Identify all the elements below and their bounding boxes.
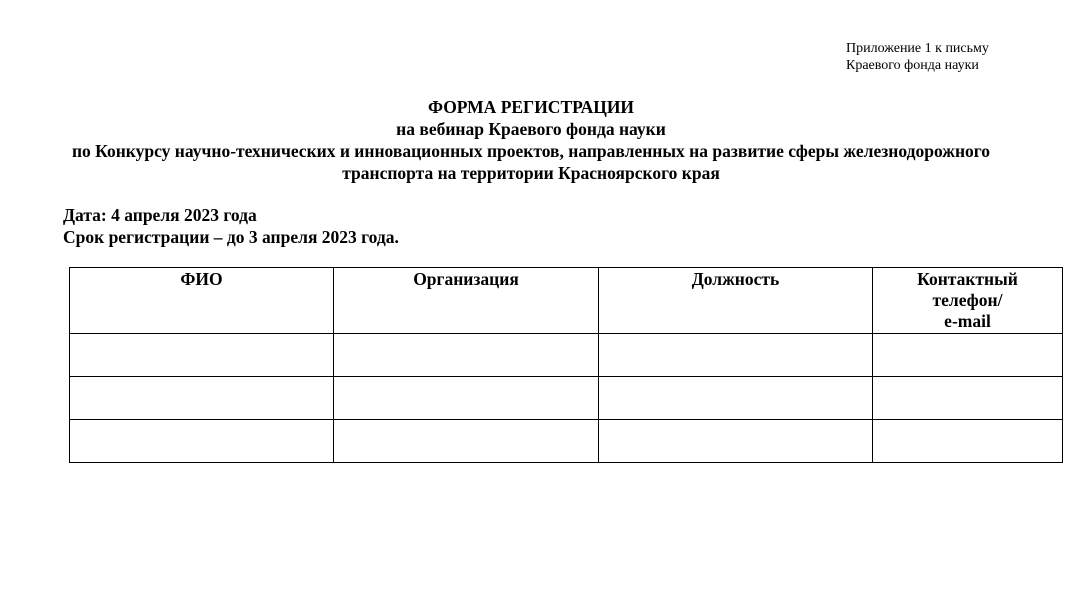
- header-fio: ФИО: [70, 268, 334, 334]
- cell-contact: [873, 334, 1063, 377]
- cell-fio: [70, 334, 334, 377]
- header-contact-line-2: телефон/: [932, 290, 1003, 310]
- appendix-line-1: Приложение 1 к письму: [846, 41, 989, 56]
- form-heading: ФОРМА РЕГИСТРАЦИИ: [427, 97, 635, 117]
- table-row: [70, 377, 1063, 420]
- event-date: Дата: 4 апреля 2023 года: [63, 205, 257, 225]
- cell-organization: [334, 334, 599, 377]
- cell-position: [599, 334, 873, 377]
- form-title-block: [0, 96, 1062, 184]
- header-contact: [873, 268, 1063, 334]
- appendix-line-2: Краевого фонда науки: [846, 58, 979, 73]
- cell-position: [599, 420, 873, 463]
- table-row: [70, 334, 1063, 377]
- header-contact-line-3: e-mail: [944, 311, 991, 331]
- cell-fio: [70, 377, 334, 420]
- form-subtitle-region: транспорта на территории Красноярского края: [342, 163, 720, 183]
- cell-contact: [873, 377, 1063, 420]
- cell-fio: [70, 420, 334, 463]
- registration-deadline: Срок регистрации – до 3 апреля 2023 года.: [63, 227, 399, 247]
- header-position: Должность: [599, 268, 873, 334]
- header-organization: Организация: [334, 268, 599, 334]
- form-subtitle-contest: по Конкурсу научно-технических и инновационных проектов, направленных на развитие сферы железнодорожного: [71, 141, 991, 161]
- appendix-note: [846, 40, 989, 74]
- cell-position: [599, 377, 873, 420]
- cell-contact: [873, 420, 1063, 463]
- cell-organization: [334, 420, 599, 463]
- registration-table: [69, 267, 1063, 463]
- header-contact-line-1: Контактный: [917, 269, 1018, 289]
- form-subtitle-webinar: на вебинар Краевого фонда науки: [396, 119, 666, 139]
- event-meta: [63, 204, 399, 248]
- table-header-row: [70, 268, 1063, 334]
- table-row: [70, 420, 1063, 463]
- cell-organization: [334, 377, 599, 420]
